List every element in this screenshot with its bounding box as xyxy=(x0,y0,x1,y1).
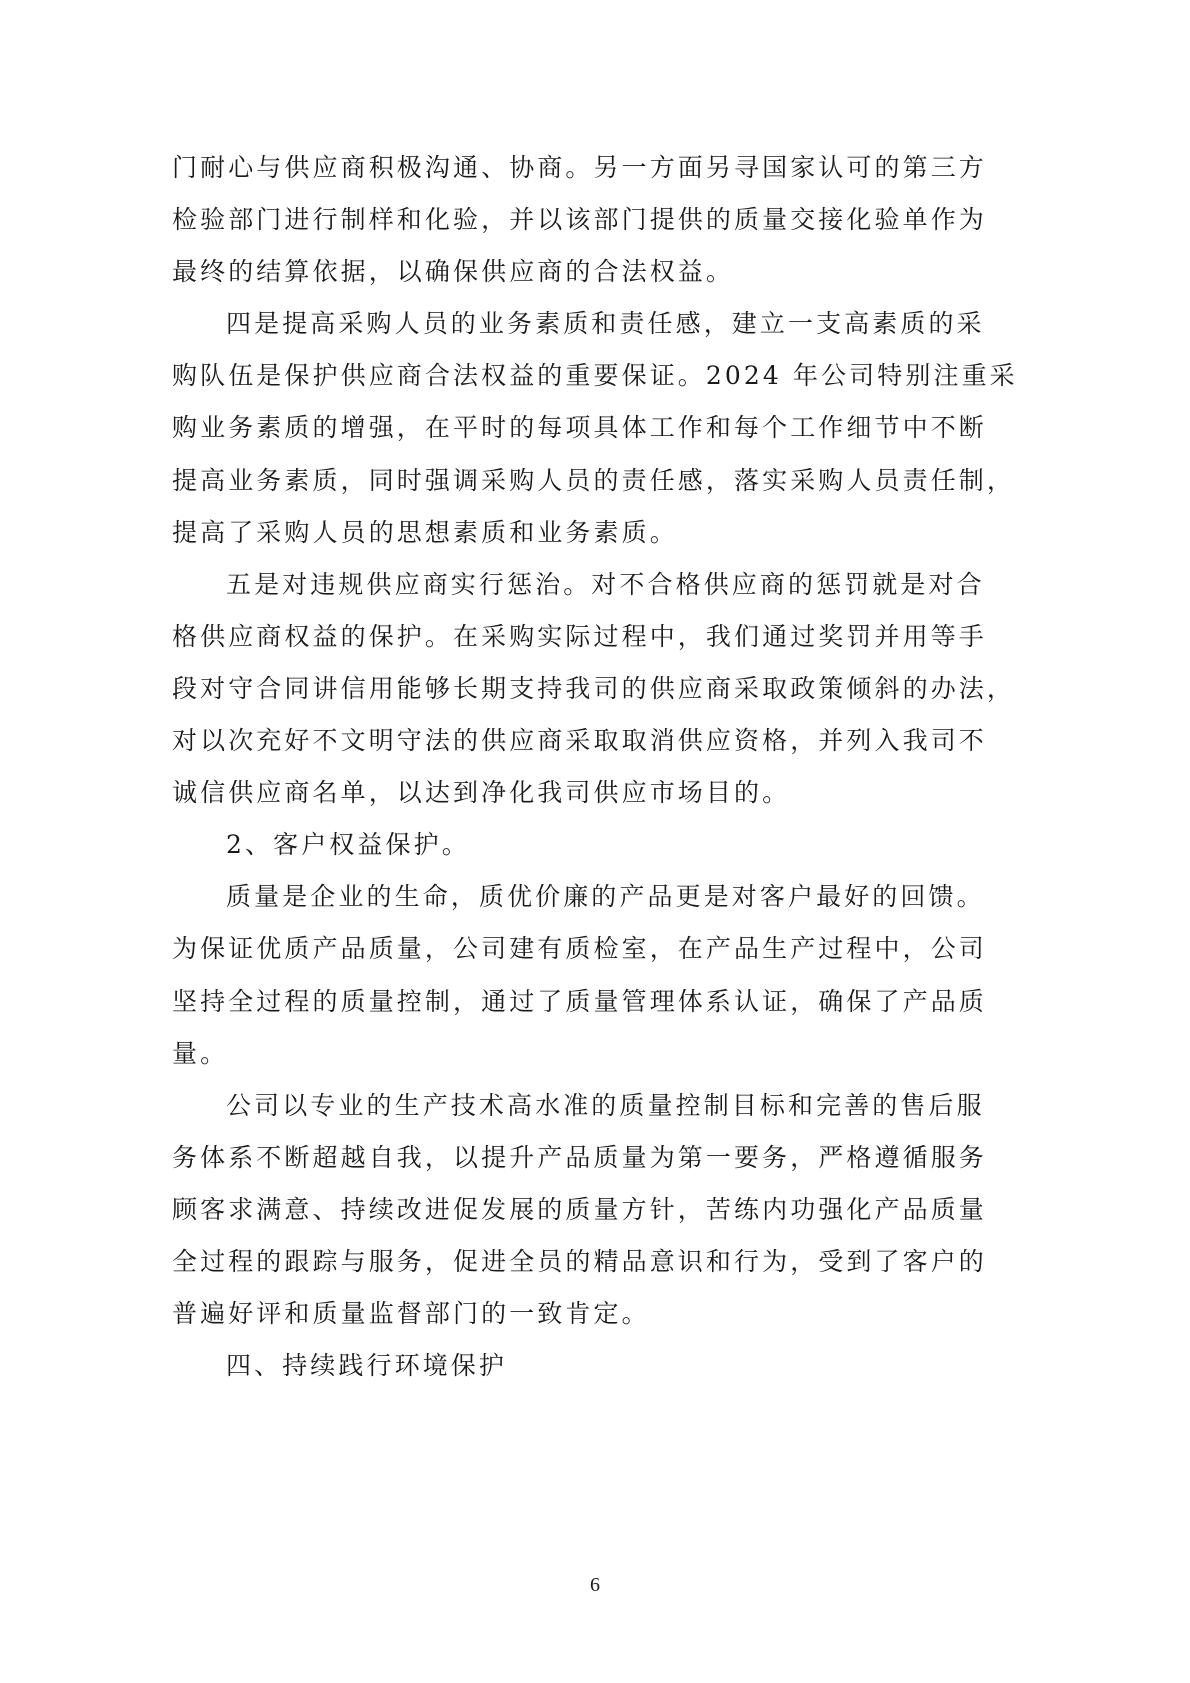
text-line: 提高了采购人员的思想素质和业务素质。 xyxy=(172,517,678,547)
paragraph-supplier-negotiation xyxy=(172,142,987,298)
text-line: 门耐心与供应商积极沟通、协商。另一方面另寻国家认可的第三方 xyxy=(172,153,987,182)
text-line: 对以次充好不文明守法的供应商采取取消供应资格，并列入我司不 xyxy=(172,726,987,756)
paragraph-punish-violating-suppliers xyxy=(172,559,1016,819)
text-line: 顾客求满意、持续改进促发展的质量方针，苦练内功强化产品质量 xyxy=(172,1194,987,1224)
text-line: 坚持全过程的质量控制，通过了质量管理体系认证，确保了产品质 xyxy=(172,986,987,1016)
section-heading: 2、客户权益保护。 xyxy=(226,830,470,860)
text-line: 量。 xyxy=(172,1038,229,1068)
text-line: 购业务素质的增强，在平时的每项具体工作和每个工作细节中不断 xyxy=(172,413,987,443)
paragraph-quality-is-life xyxy=(172,871,987,1079)
heading-customer-rights xyxy=(172,819,944,871)
page-number: 6 xyxy=(590,1574,600,1596)
text-line: 四是提高采购人员的业务素质和责任感，建立一支高素质的采 xyxy=(226,309,985,339)
paragraph-company-service-system xyxy=(172,1080,987,1340)
text-line: 检验部门进行制样和化验，并以该部门提供的质量交接化验单作为 xyxy=(172,205,987,235)
text-line: 质量是企业的生命，质优价廉的产品更是对客户最好的回馈。 xyxy=(226,882,985,912)
text-line: 五是对违规供应商实行惩治。对不合格供应商的惩罚就是对合 xyxy=(226,569,985,599)
text-line: 全过程的跟踪与服务，促进全员的精品意识和行为，受到了客户的 xyxy=(172,1246,987,1276)
text-line: 最终的结算依据，以确保供应商的合法权益。 xyxy=(172,257,735,287)
heading-environment-protection xyxy=(172,1340,944,1392)
paragraph-improve-procurement-staff xyxy=(172,298,1018,558)
text-line: 公司以专业的生产技术高水准的质量控制目标和完善的售后服 xyxy=(226,1090,985,1120)
section-heading: 四、持续践行环境保护 xyxy=(226,1351,508,1381)
text-line: 提高业务素质，同时强调采购人员的责任感，落实采购人员责任制， xyxy=(172,465,1016,495)
text-line: 为保证优质产品质量，公司建有质检室，在产品生产过程中，公司 xyxy=(172,934,987,964)
text-line: 购队伍是保护供应商合法权益的重要保证。2024 年公司特别注重采 xyxy=(172,361,1018,391)
text-line: 段对守合同讲信用能够长期支持我司的供应商采取政策倾斜的办法， xyxy=(172,673,1016,703)
text-line: 格供应商权益的保护。在采购实际过程中，我们通过奖罚并用等手 xyxy=(172,621,987,651)
page-body xyxy=(172,142,1018,1392)
text-line: 务体系不断超越自我，以提升产品质量为第一要务，严格遵循服务 xyxy=(172,1142,987,1172)
text-line: 诚信供应商名单，以达到净化我司供应市场目的。 xyxy=(172,778,791,808)
text-line: 普遍好评和质量监督部门的一致肯定。 xyxy=(172,1299,650,1329)
